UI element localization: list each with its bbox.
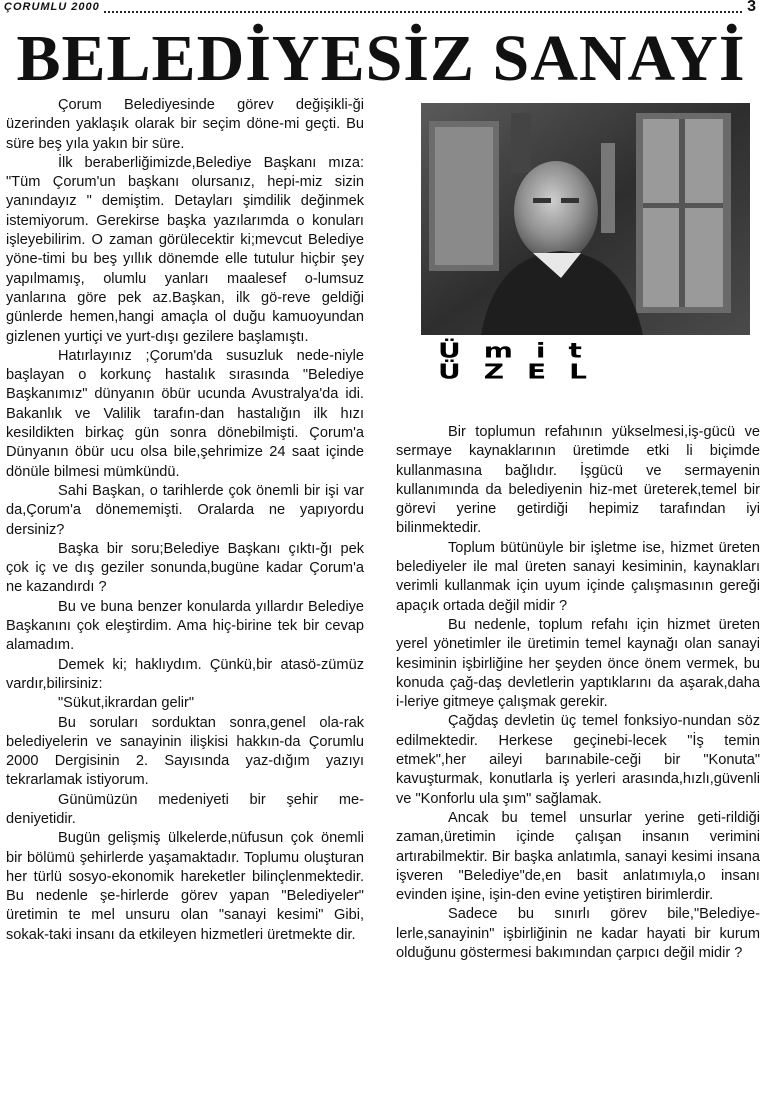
publication-name: ÇORUMLU 2000 <box>4 1 100 13</box>
paragraph: Ancak bu temel unsurlar yerine geti-rildiği zaman,üretimin içinde çalışan insanın verimini artırabilmektir. Bir başka anlatımla, sanayi kesimi insana işveren "Belediye"de,en basit anlatımıyla,o insanı evinden işine, işin-den evine yetiştiren birimlerdir. <box>396 809 760 904</box>
author-last-name: ÜZEL <box>438 359 611 384</box>
left-column <box>6 96 364 945</box>
paragraph: Toplum bütünüyle bir işletme ise, hizmet üreten belediyeler ile mal üreten sanayi kesiminin, kaynakları verimli kullanmak için uyum içinde çalışmasının gereği apaçık ortada değil midir ? <box>396 539 760 614</box>
right-column <box>396 423 760 963</box>
paragraph: Sahi Başkan, o tarihlerde çok önemli bir işi var da,Çorum'a dönememişti. Oralarda ne yapıyordu dersiniz? <box>6 482 364 538</box>
paragraph: Bu nedenle, toplum refahı için hizmet üreten yerel yönetimler ile üretimin temel kaynağı olan sanayi kesiminin işbirliğine her şeyden önce önem vermek, bu konuda çağ-daş devletlerin yaptıklarını da aşarak,daha i-leriye gitmeye çalışmak gerekir. <box>396 616 760 711</box>
paragraph: Hatırlayınız ;Çorum'da susuzluk nede-niyle başlayan o korkunç hastalık sırasında "Belediye Başkanımız" dünyanın öbür ucunda Avustralya'da idi. Bakanlık ve Valilik tarafın-dan hastalığın ilk hızı kesildikten birkaç gün sonra dönebilmişti. Çorum'a Dünyanın öbür ucu olsa bile,şehrimize 24 saat içinde dönüle bilmesi mümkündü. <box>6 347 364 480</box>
paragraph: Çağdaş devletin üç temel fonksiyo-nundan söz edilmektedir. Herkese geçinebi-lecek "İş temin etmek",her aileyi barınabile-ceği bir "Konuta" kavuşturmak, konutlarla iş yerleri arasında,hızlı,güvenli ve "Konforlu ula şım" sağlamak. <box>396 713 760 807</box>
paragraph: Başka bir soru;Belediye Başkanı çıktı-ğı pek çok iç ve dış geziler sonunda,bugüne kadar Çorum'a ne kazandırdı ? <box>6 540 364 596</box>
author-first-name: Ümit <box>438 338 605 363</box>
paragraph: Bugün gelişmiş ülkelerde,nüfusun çok önemli bir bölümü şehirlerde yaşamaktadır. Toplumu oluşturan her türlü sosyo-ekonomik hareketler bilinçlenmektedir. Bu nedenle şe-hirlerde görev yapan "Belediyeler" üretimin te mel unsuru olan "sanayi kesimi" Gibi, sokak-taki insanı da etkileyen hizmetleri üretmekte dir. <box>6 830 364 943</box>
header-dotted-rule <box>104 11 742 13</box>
author-photo <box>421 103 750 335</box>
paragraph: Bu soruları sorduktan sonra,genel ola-rak belediyelerin ve sanayinin ilişkisi hakkın-da Çorumlu 2000 Dergisinin 2. Sayısında yaz-dığım yazıyı tekrarlamak istiyorum. <box>6 714 364 789</box>
author-photo-image <box>421 103 750 335</box>
paragraph: Günümüzün medeniyeti bir şehir me-deniyetidir. <box>6 791 364 827</box>
paragraph: Çorum Belediyesinde görev değişikli-ği üzerinden yaklaşık olarak bir seçim döne-mi geçti. Bu süre beş yıla yakın bir süre. <box>6 97 364 152</box>
article-title: BELEDİYESİZ SANAYİ <box>16 22 746 95</box>
paragraph: Bu ve buna benzer konularda yıllardır Belediye Başkanını çok eleştirdim. Ama hiç-birine tek bir cevap alamadım. <box>6 598 364 654</box>
page-number: 3 <box>747 0 756 15</box>
proverb-quote: "Sükut,ikrardan gelir" <box>58 695 195 712</box>
page-header <box>4 0 756 16</box>
paragraph: Sadece bu sınırlı görev bile,"Belediye-lerle,sanayinin" işbirliğinin ne kadar hayati bir kurum olduğunu göstermesi bakımından çarpıcı değil midir ? <box>396 906 760 962</box>
paragraph: İlk beraberliğimizde,Belediye Başkanı mıza: "Tüm Çorum'un başkanı olursanız, hepi-miz sizin yanındayız " demiştim. Detayları şimdilik değinmek istemiyorum. Gerekirse başka yazılarımda o konuları işleyebilirim. O zaman görülecektir ki;mevcut Belediye yöne-timi bu beş yıllık dönemde elle tutulur hiçbir şey yapılmamış, olumlu yanları maalesef o-lumsuz yanlarına göre pek az.Başkan, ilk gö-reve geldiği günlerde hemen,hangi amaçla ol duğu kamuoyundan gizlenen yurtiçi ve yurt-dışı gezilere başlamıştı. <box>6 154 364 345</box>
author-byline <box>438 338 716 386</box>
paragraph: Demek ki; haklıydım. Çünkü,bir atasö-zümüz vardır,bilirsiniz: <box>6 656 364 692</box>
paragraph: Bir toplumun refahının yükselmesi,iş-gücü ve sermaye kaynaklarının üretimde etki li biçimde kullanmasına bağlıdır. İşgücü ve sermayenin kullanımında da belediyenin hiz-met üreterek,temel bir görevi yerine getirdiği hepimiz tarafından iyi bilinmektedir. <box>396 424 760 537</box>
